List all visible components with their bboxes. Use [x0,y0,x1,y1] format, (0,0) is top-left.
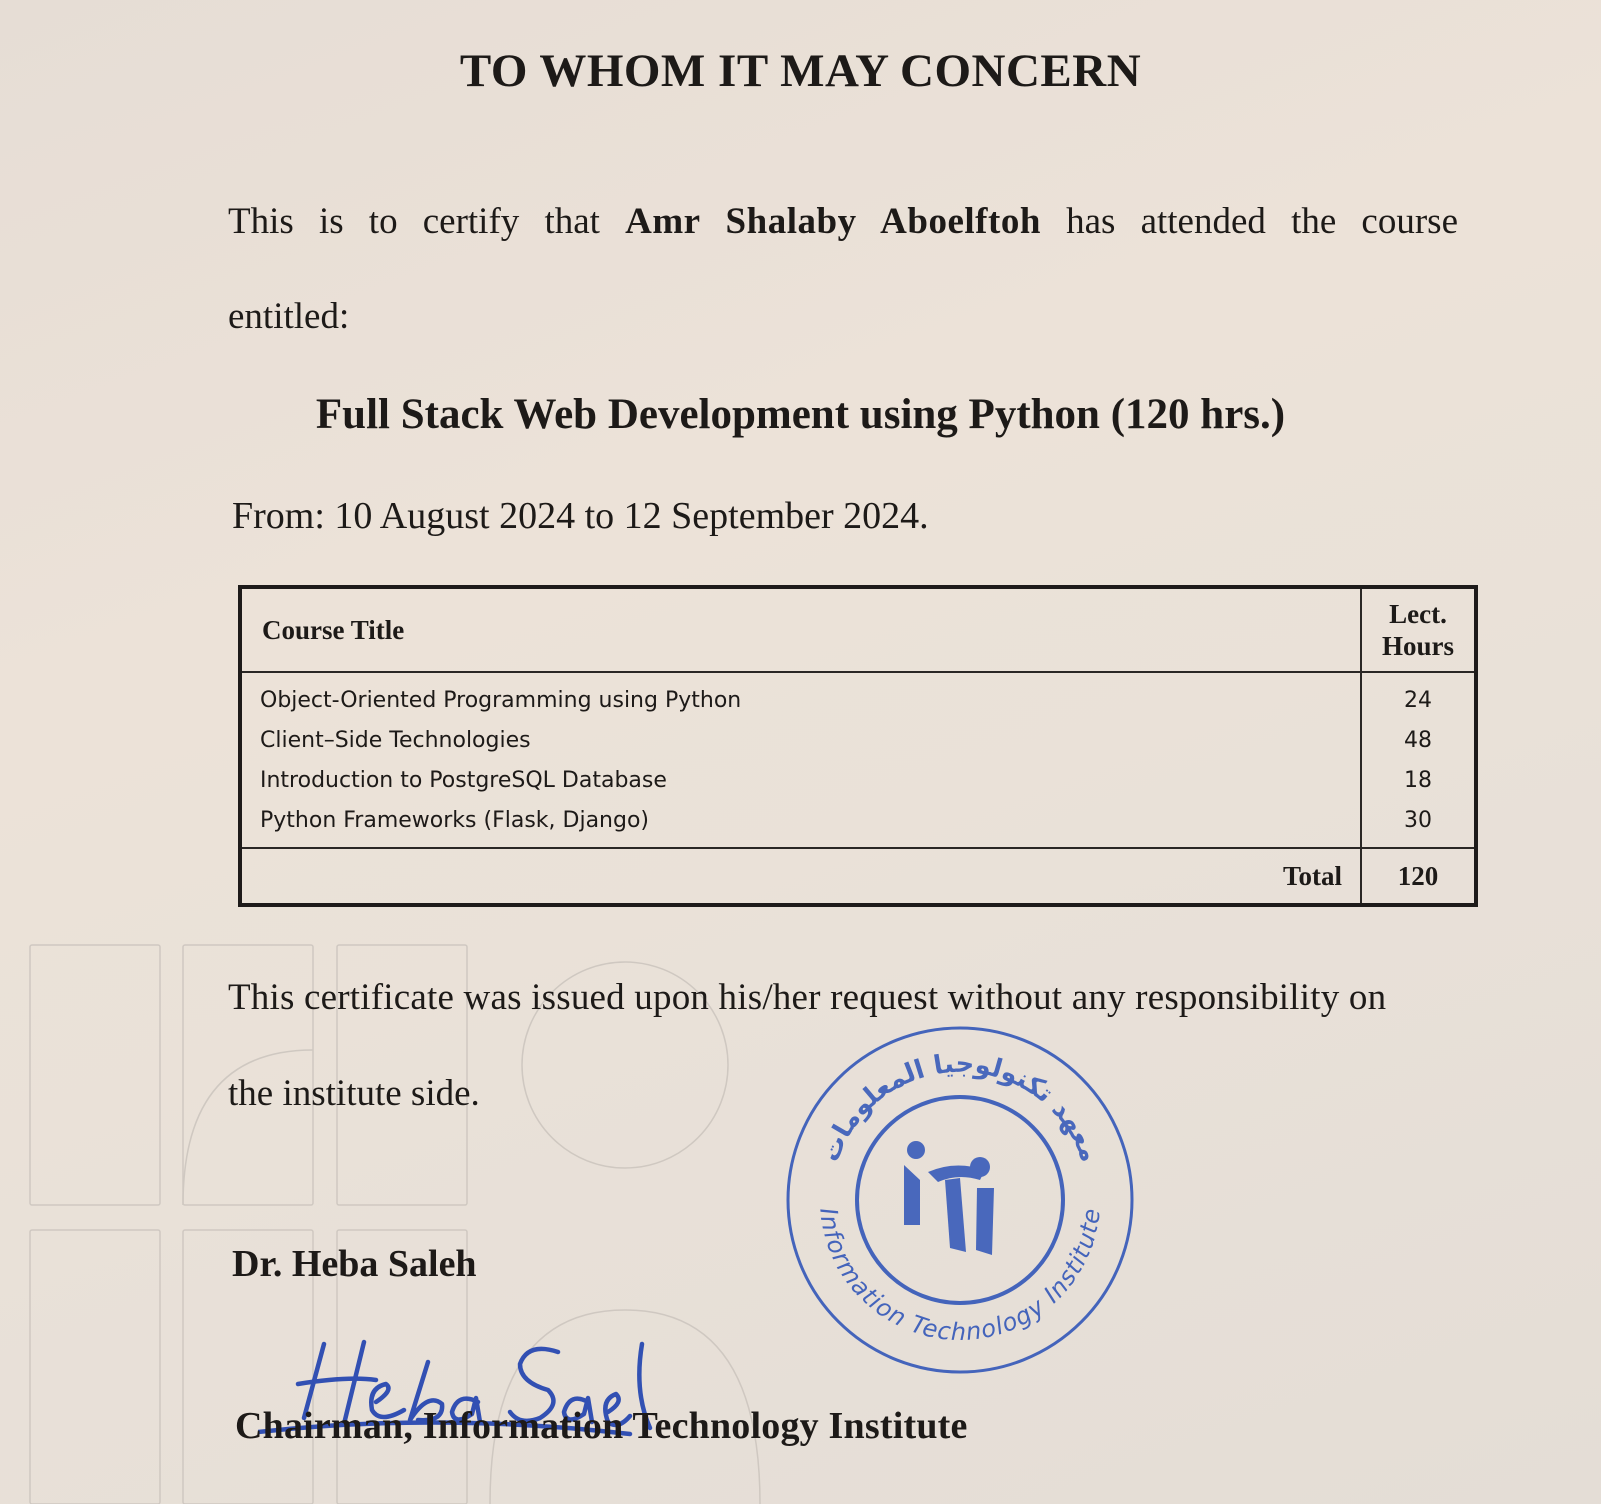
svg-text:معهد تكنولوجيا المعلومات [815,1049,1104,1166]
table-header-row [240,587,1476,672]
institute-stamp [780,1020,1140,1380]
table-row [240,720,1476,760]
statement-prefix: This is to certify that [228,201,600,242]
statement-suffix: has attended the course [1066,201,1458,242]
signer-title: Chairman, Information Technology Institute [235,1405,968,1447]
course-name: Client–Side Technologies [260,727,531,753]
total-label: Total [240,848,1361,905]
stamp-arabic-text: معهد تكنولوجيا المعلومات [815,1048,1105,1166]
total-row [240,848,1476,905]
course-hours: 24 [1361,672,1476,720]
hours-header-line2: Hours [1381,631,1454,661]
table-row [240,672,1476,720]
disclaimer-line2: the institute side. [228,1073,480,1114]
signer-name: Dr. Heba Saleh [232,1243,477,1285]
column-header-lecture-hours [1361,587,1476,672]
course-dates: From: 10 August 2024 to 12 September 2024. [232,495,929,537]
course-table [238,585,1478,907]
iti-logo-mark [904,1141,994,1255]
course-title: Full Stack Web Development using Python (120 hrs.) [315,391,1286,438]
column-header-course-title: Course Title [240,587,1361,672]
course-name: Object-Oriented Programming using Python [260,687,742,713]
certificate-heading: TO WHOM IT MAY CONCERN [459,45,1142,97]
course-name: Introduction to PostgreSQL Database [260,767,667,793]
course-hours: 48 [1361,720,1476,760]
hours-header-line1: Lect. [1389,599,1447,629]
course-name: Python Frameworks (Flask, Django) [260,807,649,833]
course-hours: 30 [1361,800,1476,848]
table-row [240,760,1476,800]
certification-statement [228,200,1458,243]
disclaimer-line1: This certificate was issued upon his/her request without any responsibility on [228,977,1387,1018]
table-row [240,800,1476,848]
attendee-name: Amr Shalaby Aboelftoh [625,201,1041,242]
total-hours: 120 [1361,848,1476,905]
stamp-english-text: Information Technology Institute [814,1206,1106,1347]
statement-continuation: entitled: [228,296,350,337]
course-hours: 18 [1361,760,1476,800]
